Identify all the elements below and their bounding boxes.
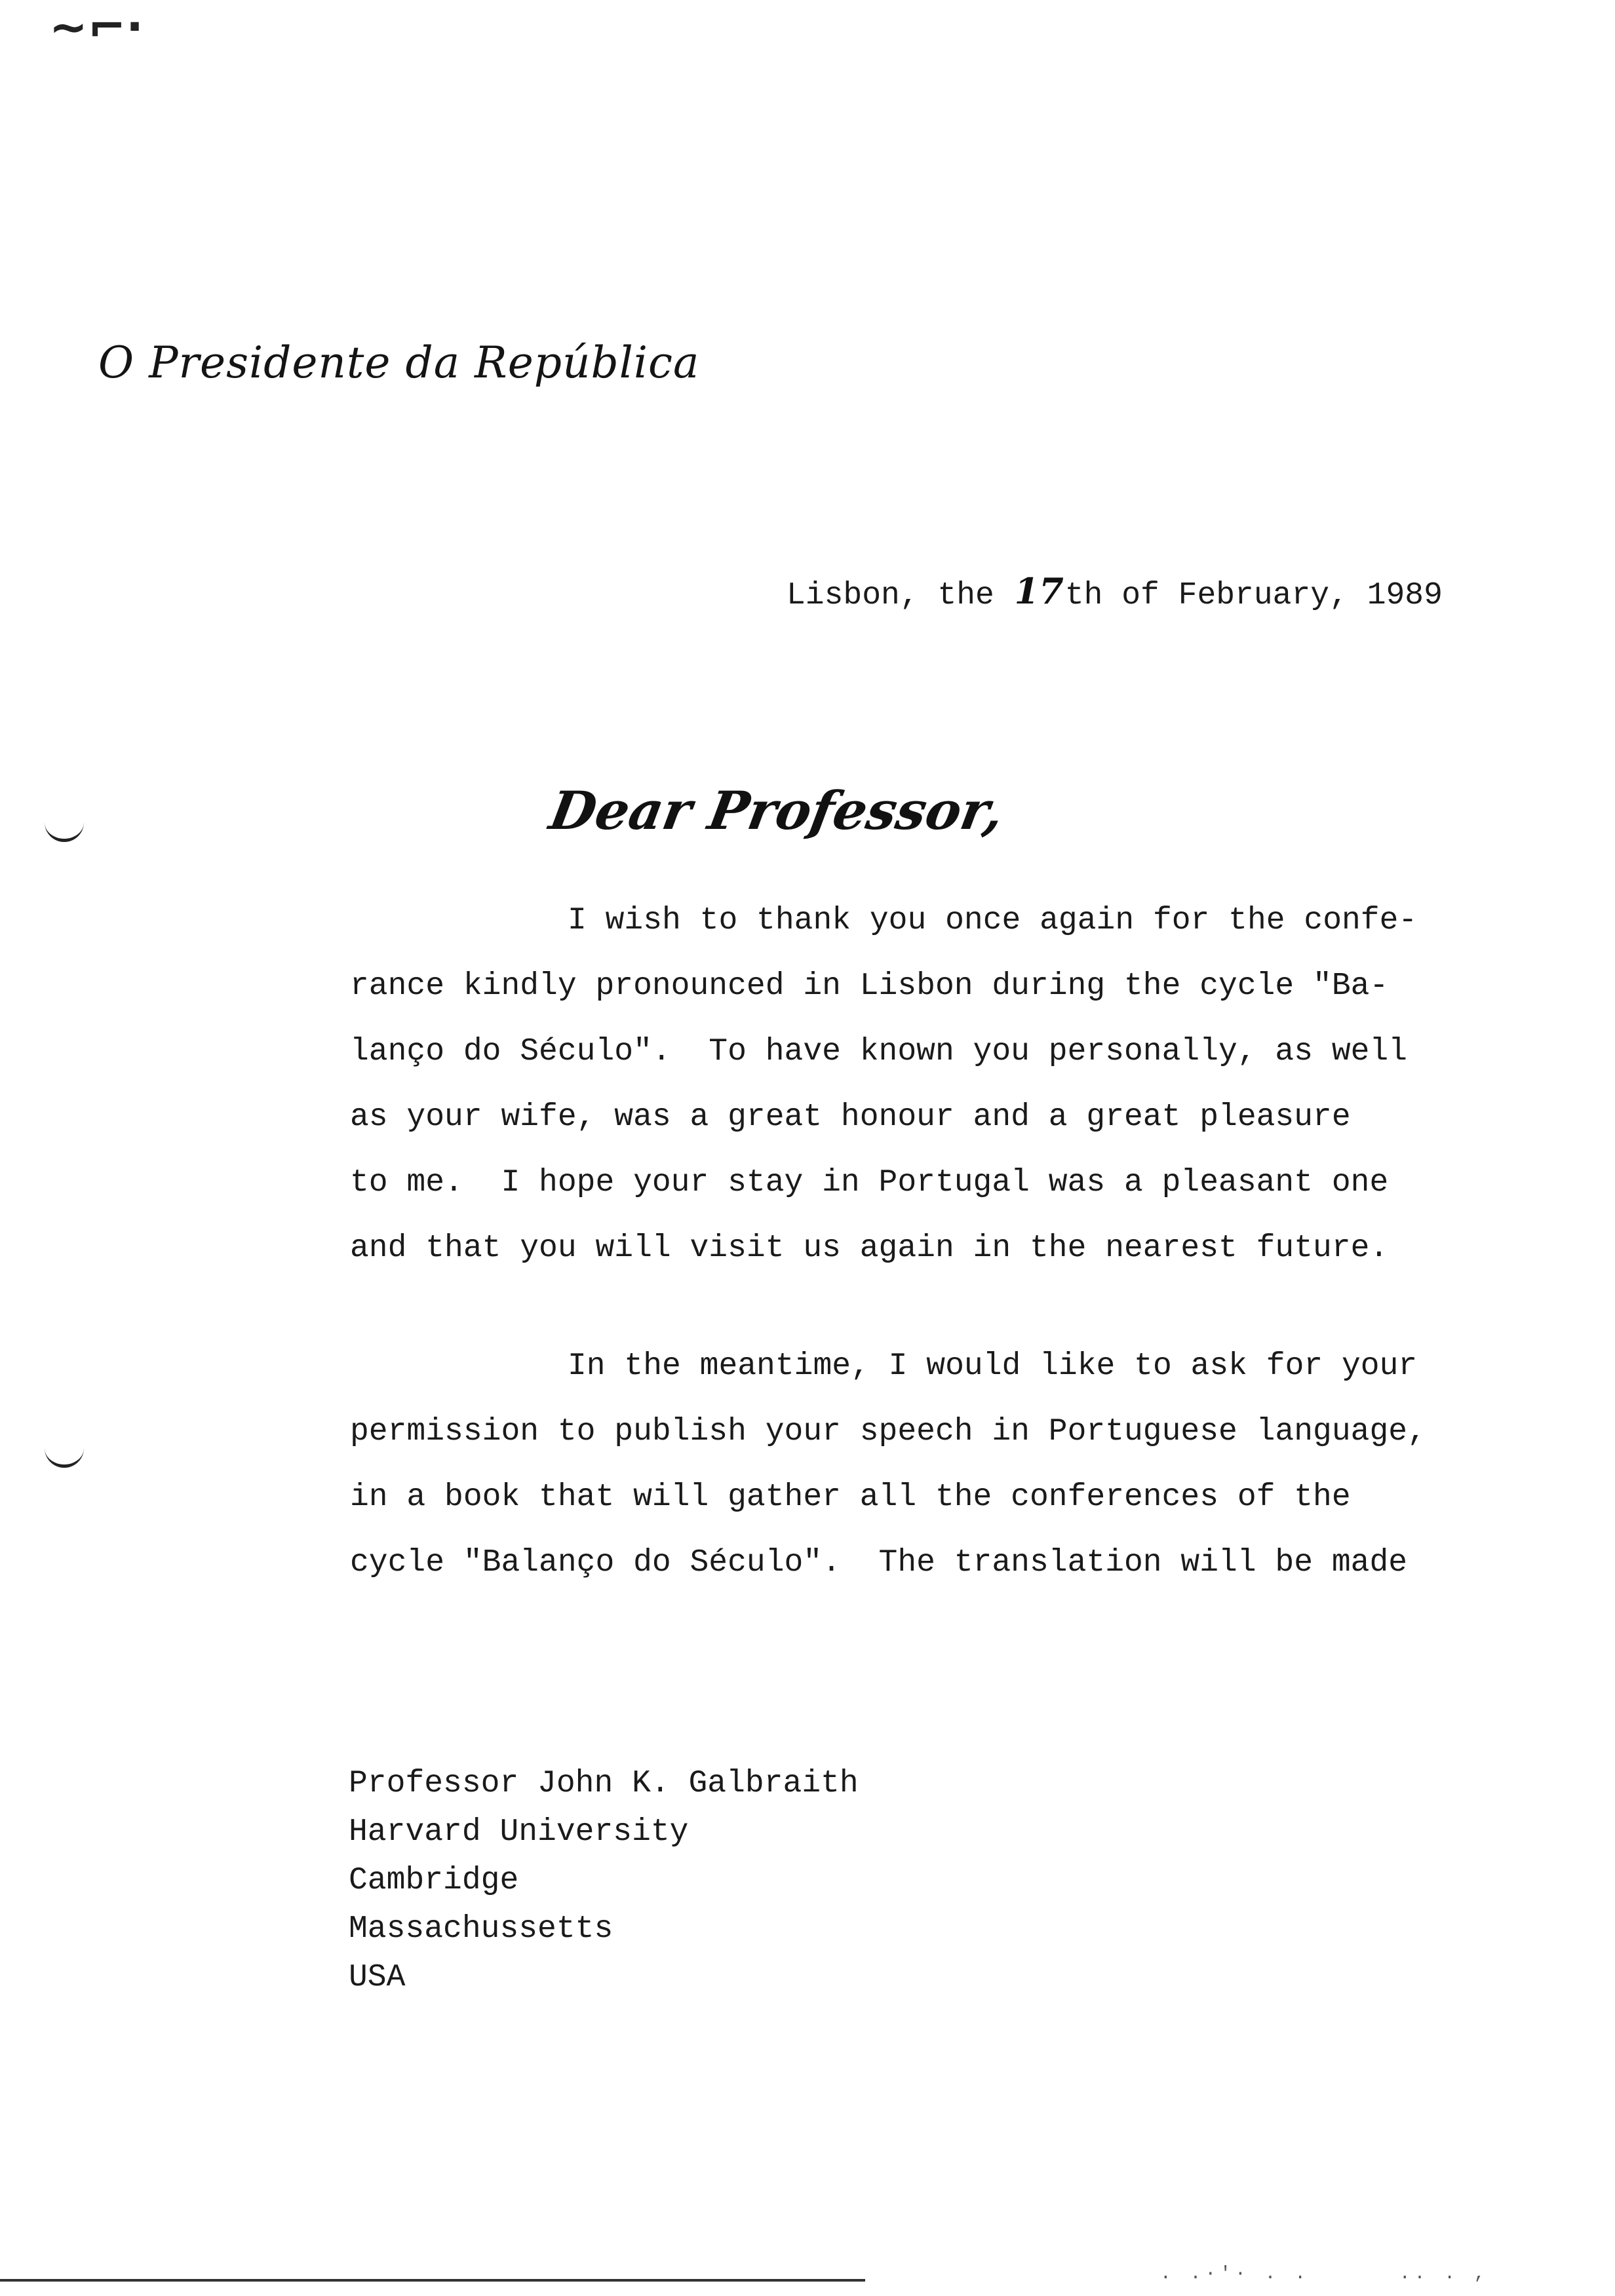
date-suffix: th of February, 1989: [1064, 578, 1443, 613]
date-line: [787, 570, 1443, 613]
paragraph-1-line: rance kindly pronounced in Lisbon during the cycle "Ba-: [350, 968, 1389, 1004]
salutation-handwritten: Dear Professor,: [545, 780, 1009, 841]
bottom-scan-specks: . .·'· . . .. . ,: [1160, 2264, 1489, 2284]
paragraph-2-line: cycle "Balanço do Século". The translation will be made: [350, 1545, 1408, 1580]
bottom-edge-rule: [0, 2279, 865, 2282]
date-day-handwritten: 17: [1014, 570, 1064, 612]
paragraph-1-line: lanço do Século". To have known you personally, as well: [350, 1034, 1408, 1069]
address-line: USA: [349, 1960, 406, 1995]
address-line: Cambridge: [349, 1863, 519, 1898]
paragraph-1-line: I wish to thank you once again for the confe-: [568, 903, 1418, 938]
address-line: Massachussetts: [349, 1911, 613, 1947]
paragraph-1: [350, 888, 1464, 1281]
address-line: Harvard University: [349, 1814, 689, 1850]
corner-scribble-mark: ~⌐·: [49, 0, 144, 54]
paragraph-2-line: in a book that will gather all the conferences of the: [350, 1480, 1351, 1515]
paragraph-1-line: to me. I hope your stay in Portugal was a pleasant one: [350, 1165, 1389, 1200]
paragraph-2-line: In the meantime, I would like to ask for your: [568, 1349, 1418, 1384]
date-prefix: Lisbon, the: [787, 578, 1013, 613]
paragraph-1-line: and that you will visit us again in the nearest future.: [350, 1231, 1389, 1266]
recipient-address: [349, 1759, 859, 2002]
punch-hole-mark-top: [45, 819, 84, 842]
paragraph-1-line: as your wife, was a great honour and a great pleasure: [350, 1100, 1351, 1135]
paragraph-2: [350, 1333, 1464, 1596]
address-line: Professor John K. Galbraith: [349, 1766, 859, 1801]
punch-hole-mark-bottom: [45, 1445, 84, 1468]
letterhead-title: O Presidente da República: [98, 337, 700, 388]
paragraph-2-line: permission to publish your speech in Portuguese language,: [350, 1414, 1426, 1449]
